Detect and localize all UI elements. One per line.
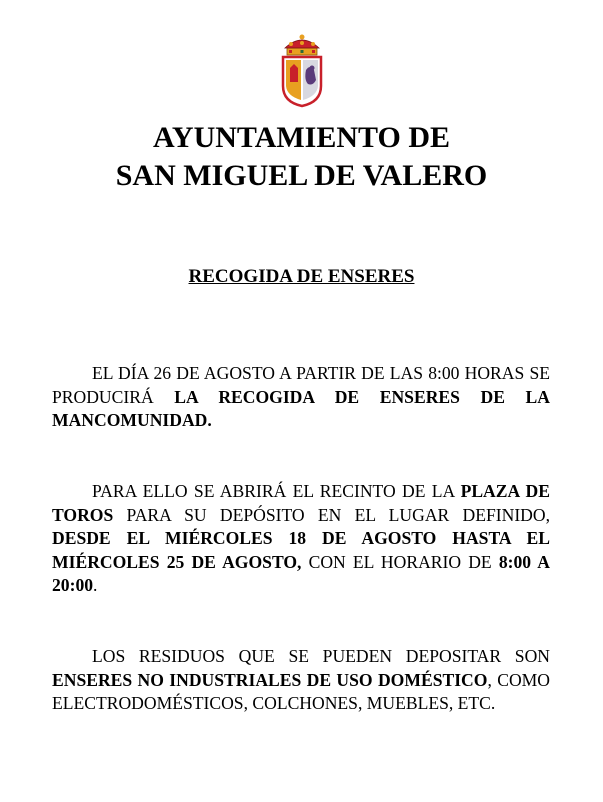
notice-subtitle: RECOGIDA DE ENSERES bbox=[188, 266, 415, 287]
paragraph-allowed-waste bbox=[52, 645, 550, 716]
text-segment: EL DÍA 26 DE AGOSTO A PARTIR DE LAS 8:00 HORAS SE PRODUCIRÁ bbox=[52, 363, 550, 407]
shield-icon bbox=[283, 57, 321, 106]
page-title-line-2: SAN MIGUEL DE VALERO bbox=[115, 159, 488, 192]
text-segment: . bbox=[93, 575, 98, 595]
text-segment: CON EL HORARIO DE bbox=[301, 551, 499, 572]
coat-of-arms-icon bbox=[279, 34, 325, 108]
text-segment: PARA ELLO SE ABRIRÁ EL RECINTO DE LA bbox=[92, 481, 461, 501]
text-segment: , COMO ELECTRODOMÉSTICOS, COLCHONES, MUEBLES, ETC. bbox=[52, 669, 550, 713]
text-segment: PARA SU DEPÓSITO EN EL LUGAR DEFINIDO, bbox=[113, 504, 550, 525]
text-segment: LOS RESIDUOS QUE SE PUEDEN DEPOSITAR SON bbox=[92, 646, 550, 666]
crown-icon bbox=[285, 35, 319, 56]
page-title-line-1: AYUNTAMIENTO DE bbox=[153, 121, 450, 154]
bold-segment: ENSERES NO INDUSTRIALES DE USO DOMÉSTICO bbox=[52, 669, 488, 690]
bold-segment: PLAZA DE TOROS bbox=[52, 481, 550, 525]
paragraph-deposit-location bbox=[52, 480, 550, 598]
bold-segment: 8:00 A 20:00 bbox=[52, 551, 550, 595]
paragraph-collection-date bbox=[52, 362, 550, 433]
bold-segment: DESDE EL MIÉRCOLES 18 DE AGOSTO HASTA EL MIÉRCOLES 25 DE AGOSTO, bbox=[52, 528, 550, 572]
bold-segment: LA RECOGIDA DE ENSERES DE LA MANCOMUNIDAD. bbox=[52, 386, 550, 430]
